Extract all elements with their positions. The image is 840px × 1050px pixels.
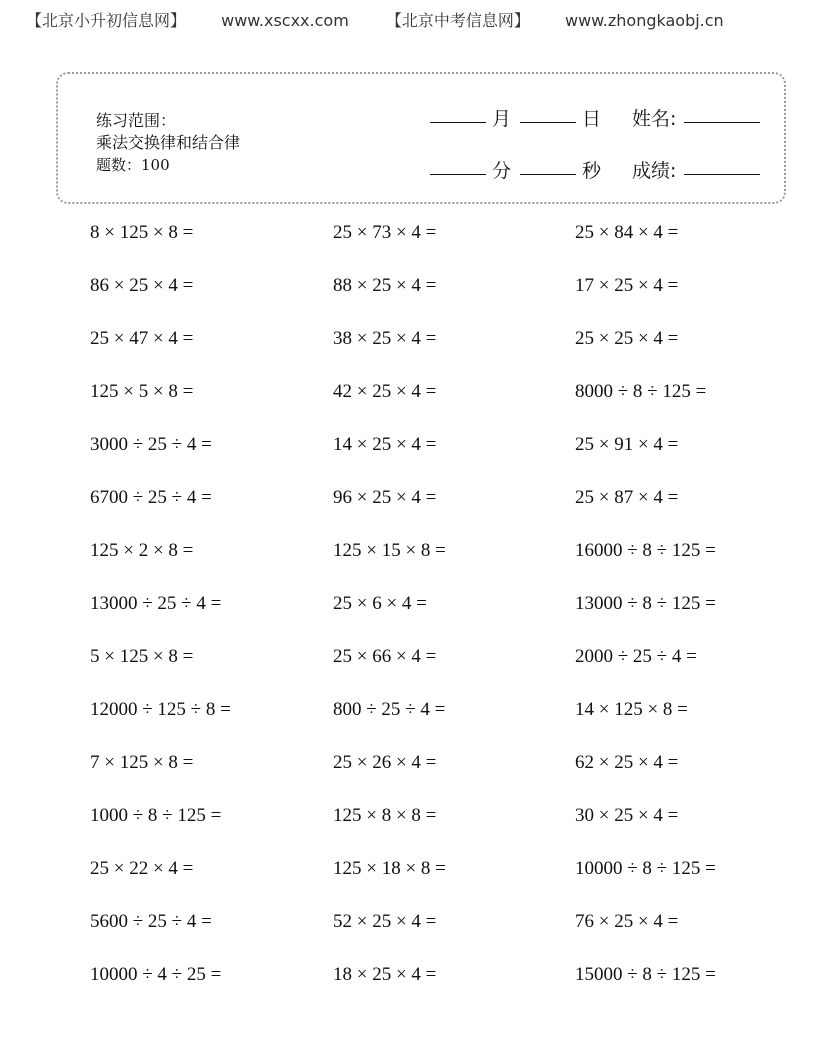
problem-item: 14 × 125 × 8 = <box>575 699 688 720</box>
problem-row <box>90 801 790 854</box>
problem-item: 6700 ÷ 25 ÷ 4 = <box>90 487 212 508</box>
problem-item: 17 × 25 × 4 = <box>575 275 679 296</box>
problem-item: 125 × 15 × 8 = <box>333 540 446 561</box>
day-blank[interactable] <box>520 122 576 123</box>
problem-row <box>90 854 790 907</box>
problem-item: 14 × 25 × 4 = <box>333 434 437 455</box>
minute-blank[interactable] <box>430 174 486 175</box>
problem-row <box>90 218 790 271</box>
site-url-1[interactable]: www.xscxx.com <box>221 11 349 30</box>
problem-item: 25 × 25 × 4 = <box>575 328 679 349</box>
score-label: 成绩: <box>632 160 677 182</box>
problem-row <box>90 324 790 377</box>
problem-item: 10000 ÷ 4 ÷ 25 = <box>90 964 222 985</box>
date-name-row <box>430 104 770 152</box>
problem-item: 15000 ÷ 8 ÷ 125 = <box>575 964 716 985</box>
problem-item: 16000 ÷ 8 ÷ 125 = <box>575 540 716 561</box>
worksheet-header <box>56 72 786 204</box>
problem-item: 25 × 26 × 4 = <box>333 752 437 773</box>
problem-item: 96 × 25 × 4 = <box>333 487 437 508</box>
problem-item: 125 × 2 × 8 = <box>90 540 194 561</box>
problem-item: 8 × 125 × 8 = <box>90 222 194 243</box>
problem-grid <box>90 218 790 1013</box>
name-label: 姓名: <box>632 108 677 130</box>
second-label: 秒 <box>582 160 602 182</box>
problem-item: 62 × 25 × 4 = <box>575 752 679 773</box>
problem-item: 13000 ÷ 25 ÷ 4 = <box>90 593 222 614</box>
problem-item: 5600 ÷ 25 ÷ 4 = <box>90 911 212 932</box>
problem-item: 18 × 25 × 4 = <box>333 964 437 985</box>
problem-row <box>90 536 790 589</box>
problem-item: 88 × 25 × 4 = <box>333 275 437 296</box>
problem-item: 13000 ÷ 8 ÷ 125 = <box>575 593 716 614</box>
problem-item: 25 × 47 × 4 = <box>90 328 194 349</box>
month-label: 月 <box>492 108 512 130</box>
site-label-1: 【北京小升初信息网】 <box>26 11 187 30</box>
name-blank[interactable] <box>684 122 760 123</box>
site-links <box>26 8 756 31</box>
problem-item: 52 × 25 × 4 = <box>333 911 437 932</box>
problem-item: 25 × 66 × 4 = <box>333 646 437 667</box>
problem-item: 8000 ÷ 8 ÷ 125 = <box>575 381 707 402</box>
month-blank[interactable] <box>430 122 486 123</box>
problem-item: 12000 ÷ 125 ÷ 8 = <box>90 699 231 720</box>
problem-item: 2000 ÷ 25 ÷ 4 = <box>575 646 697 667</box>
problem-item: 1000 ÷ 8 ÷ 125 = <box>90 805 222 826</box>
scope-value: 乘法交换律和结合律 <box>96 133 241 152</box>
scope-label: 练习范围： <box>96 111 177 130</box>
problem-item: 30 × 25 × 4 = <box>575 805 679 826</box>
site-label-2: 【北京中考信息网】 <box>385 11 530 30</box>
problem-row <box>90 748 790 801</box>
problem-row <box>90 271 790 324</box>
problem-item: 42 × 25 × 4 = <box>333 381 437 402</box>
problem-item: 800 ÷ 25 ÷ 4 = <box>333 699 446 720</box>
problem-item: 25 × 73 × 4 = <box>333 222 437 243</box>
problem-item: 25 × 91 × 4 = <box>575 434 679 455</box>
site-url-2[interactable]: www.zhongkaobj.cn <box>564 11 724 30</box>
problem-item: 25 × 22 × 4 = <box>90 858 194 879</box>
problem-row <box>90 907 790 960</box>
problem-item: 76 × 25 × 4 = <box>575 911 679 932</box>
time-score-row <box>430 152 770 200</box>
scope-info <box>96 110 240 176</box>
day-label: 日 <box>582 108 602 130</box>
problem-item: 86 × 25 × 4 = <box>90 275 194 296</box>
problem-row <box>90 430 790 483</box>
problem-item: 38 × 25 × 4 = <box>333 328 437 349</box>
second-blank[interactable] <box>520 174 576 175</box>
problem-row <box>90 377 790 430</box>
problem-row <box>90 695 790 748</box>
problem-item: 125 × 18 × 8 = <box>333 858 446 879</box>
problem-item: 7 × 125 × 8 = <box>90 752 194 773</box>
problem-item: 25 × 84 × 4 = <box>575 222 679 243</box>
problem-item: 3000 ÷ 25 ÷ 4 = <box>90 434 212 455</box>
problem-row <box>90 589 790 642</box>
problem-item: 10000 ÷ 8 ÷ 125 = <box>575 858 716 879</box>
problem-row <box>90 642 790 695</box>
problem-row <box>90 960 790 1013</box>
problem-item: 5 × 125 × 8 = <box>90 646 194 667</box>
fill-in-fields <box>430 104 770 200</box>
problem-count: 题数：100 <box>96 156 170 174</box>
problem-row <box>90 483 790 536</box>
problem-item: 25 × 6 × 4 = <box>333 593 427 614</box>
problem-item: 125 × 5 × 8 = <box>90 381 194 402</box>
minute-label: 分 <box>492 160 512 182</box>
problem-item: 125 × 8 × 8 = <box>333 805 437 826</box>
score-blank[interactable] <box>684 174 760 175</box>
problem-item: 25 × 87 × 4 = <box>575 487 679 508</box>
